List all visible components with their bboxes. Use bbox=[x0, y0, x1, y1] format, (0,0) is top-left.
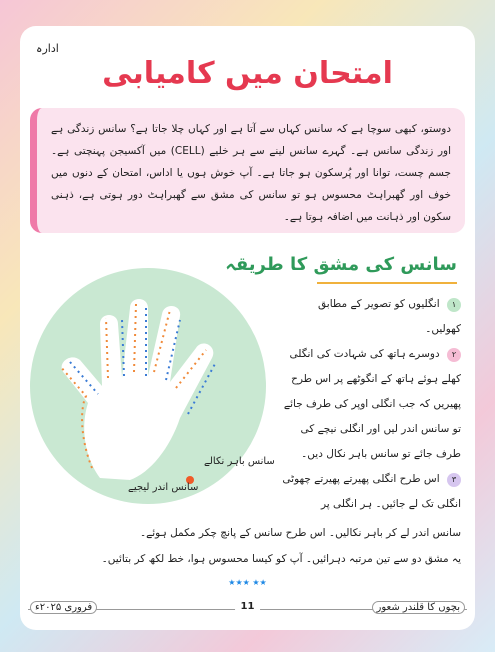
steps-list bbox=[279, 292, 461, 517]
hand-diagram bbox=[30, 268, 266, 504]
section-title: سانس کی مشق کا طریقہ bbox=[225, 254, 457, 275]
hand-shape bbox=[62, 299, 214, 480]
step-3 bbox=[279, 467, 461, 517]
step-text-3: اس طرح انگلی پھیرتے پھیرتے چھوٹی انگلی تک لے جائیں۔ ہر انگلی پر bbox=[282, 473, 461, 510]
page-number: 11 bbox=[235, 601, 261, 612]
step-number-2: ۲ bbox=[447, 348, 461, 362]
page-title: امتحان میں کامیابی bbox=[102, 56, 393, 91]
intro-text: دوستو، کبھی سوچا ہے کہ سانس کہاں سے آتا ہے اور کہاں چلا جاتا ہے؟ سانس زندگی ہے اور زندگی سانس ہے۔ گہرے سانس لینے سے ہر خلیے (CELL) میں آکسیجن پہنچتی ہے۔ جسم چست، توانا اور پُرسکون ہو جاتا ہے۔ آپ خوش ہوں یا اداس، امتحان کے دنوں میں خوف اور گھبراہٹ محسوس ہو تو سانس کی مشق سے گھبراہٹ دور ہوتی ہے، ذہنی سکون اور ذہانت میں اضافہ ہوتا ہے۔ bbox=[51, 123, 452, 223]
closing-line-1: سانس اندر لے کر باہر نکالیں۔ اس طرح سانس کے پانچ چکر مکمل ہوئے۔ bbox=[139, 527, 461, 539]
footer-date: فروری ۲۰۲۵ء bbox=[30, 601, 97, 614]
closing-line-2: یہ مشق دو سے تین مرتبہ دہرائیں۔ آپ کو کیسا محسوس ہوا، خط لکھ کر بتائیں۔ bbox=[101, 553, 461, 565]
section-title-underline bbox=[317, 282, 457, 284]
closing-text bbox=[34, 520, 461, 572]
footer-magazine: بچوں کا قلندر شعور bbox=[372, 601, 465, 614]
step-text-2: دوسرے ہاتھ کی شہادت کی انگلی کھلے ہوئے ہاتھ کے انگوٹھے پر اس طرح پھیریں کہ جب انگلی اوپر کی طرف جائے تو سانس اندر لیں اور انگلی نیچے کی طرف جائے تو سانس باہر نکال دیں۔ bbox=[283, 348, 461, 460]
footer bbox=[30, 601, 465, 619]
step-2 bbox=[279, 342, 461, 467]
label-breathe-in: سانس اندر لیجیے bbox=[128, 482, 199, 493]
intro-box bbox=[30, 108, 465, 233]
step-number-1: ۱ bbox=[447, 298, 461, 312]
stars-decoration: ★★★ ★★ bbox=[228, 578, 267, 587]
step-text-1: انگلیوں کو تصویر کے مطابق کھولیں۔ bbox=[318, 298, 461, 335]
step-number-3: ۳ bbox=[447, 473, 461, 487]
step-1 bbox=[279, 292, 461, 342]
label-breathe-out: سانس باہر نکالے bbox=[204, 456, 275, 467]
section-label: ادارہ bbox=[36, 42, 59, 55]
page bbox=[20, 26, 475, 630]
